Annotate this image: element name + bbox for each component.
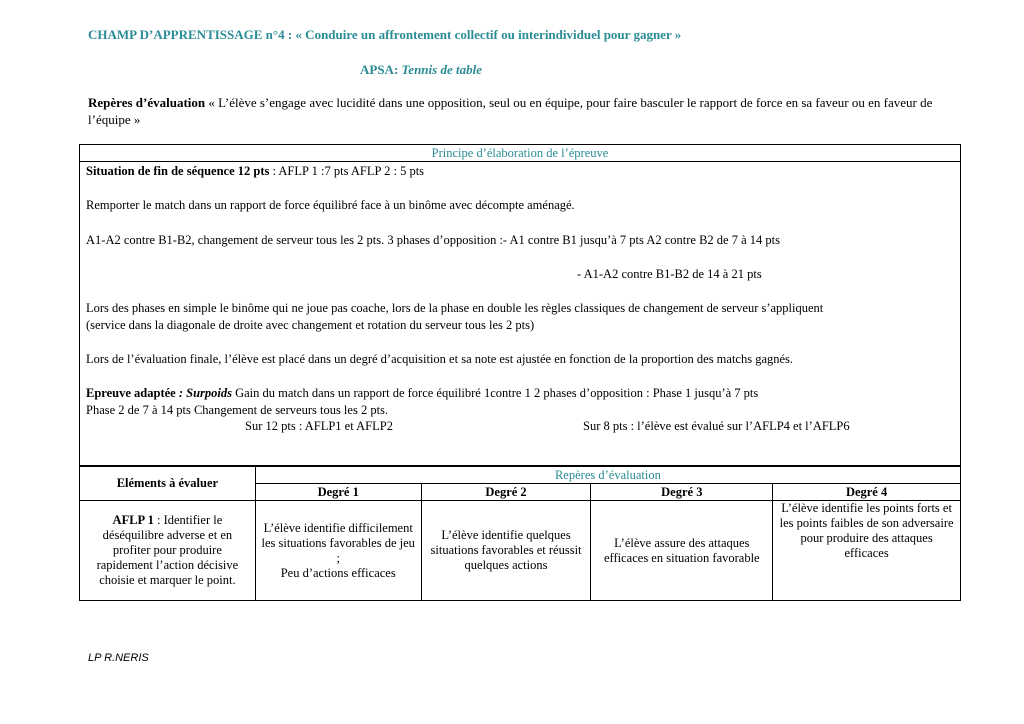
elements-header: Eléments à évaluer [80,467,256,501]
phases-line-2: - A1-A2 contre B1-B2 de 14 à 21 pts [577,267,762,281]
degree-3-cell: L’élève assure des attaques efficaces en situation favorable [591,501,773,601]
sur8-line: Sur 8 pts : l’élève est évalué sur l’AFLP4 et l’AFLP6 [583,419,850,433]
situation-rest: : AFLP 1 :7 pts AFLP 2 : 5 pts [269,164,425,178]
reperes-header: Repères d’évaluation [255,467,960,484]
simple-line-1: Lors des phases en simple le binôme qui ne joue pas coache, lors de la phase en double les règles classiques de changement de serveur s’appliquent [86,301,824,315]
phase2-line: Phase 2 de 7 à 14 pts Changement de serveurs tous les 2 pts. [86,403,389,417]
situation-label: Situation de fin de séquence 12 pts [86,164,270,178]
aflp1-cell [80,501,256,601]
degree-1-cell [255,501,421,601]
epreuve-box [79,144,961,466]
evaluation-grid [79,466,961,601]
apsa-line: APSA: Tennis de table [360,62,482,77]
situation-line [86,163,424,179]
degree-2-cell: L’élève identifie quelques situations favorables et réussit quelques actions [421,501,591,601]
finale-line: Lors de l’évaluation finale, l’élève est placé dans un degré d’acquisition et sa note est ajustée en fonction de la proportion des matchs gagnés. [86,352,794,366]
document-heading: CHAMP D’APPRENTISSAGE n°4 : « Conduire un affrontement collectif ou interindividuel pour gagner » [88,27,682,42]
reperes-text: « L’élève s’engage avec lucidité dans une opposition, seul ou en équipe, pour faire basculer le rapport de force en sa faveur ou en faveur de l’équipe » [88,95,933,127]
adaptee-line [86,385,758,401]
apsa-label: APSA [360,62,394,77]
reperes-label: Repères d’évaluation [88,95,206,110]
sur12-line: Sur 12 pts : AFLP1 et AFLP2 [245,419,393,433]
epreuve-title: Principe d’élaboration de l’épreuve [80,145,960,162]
degree-2-header: Degré 2 [421,484,591,501]
aflp1-label: AFLP 1 [112,513,154,527]
adaptee-rest: Gain du match dans un rapport de force équilibré 1contre 1 2 phases d’opposition : Phase 1 jusqu’à 7 pts [231,386,759,400]
simple-line-2: (service dans la diagonale de droite avec changement et rotation du serveur tous les 2 pts) [86,318,535,332]
aflp1-text: : Identifier le déséquilibre adverse et en profiter pour produire rapidement l’action décisive choisie et marquer le point. [96,513,239,587]
degree-4-cell: L’élève identifie les points forts et les points faibles de son adversaire pour produire des attaques efficaces [773,501,961,601]
footer-author: LP R.NERIS [88,652,149,664]
degree-4-header: Degré 4 [773,484,961,501]
degree-1-header: Degré 1 [255,484,421,501]
adaptee-label: Epreuve adaptée [86,386,176,400]
reperes-paragraph [88,94,968,128]
phases-line-1: A1-A2 contre B1-B2, changement de serveur tous les 2 pts. 3 phases d’opposition :- A1 contre B1 jusqu’à 7 pts A2 contre B2 de 7 à 14 pts [86,233,780,247]
remporter-line: Remporter le match dans un rapport de force équilibré face à un binôme avec décompte aménagé. [86,198,575,212]
apsa-sport: Tennis de table [401,62,482,77]
degree-3-header: Degré 3 [591,484,773,501]
degree-1-text-a: L’élève identifie difficilement les situations favorables de jeu ; [261,520,415,565]
degree-1-text-b: Peu d’actions efficaces [280,565,396,580]
adaptee-sub: : Surpoids [175,386,232,400]
